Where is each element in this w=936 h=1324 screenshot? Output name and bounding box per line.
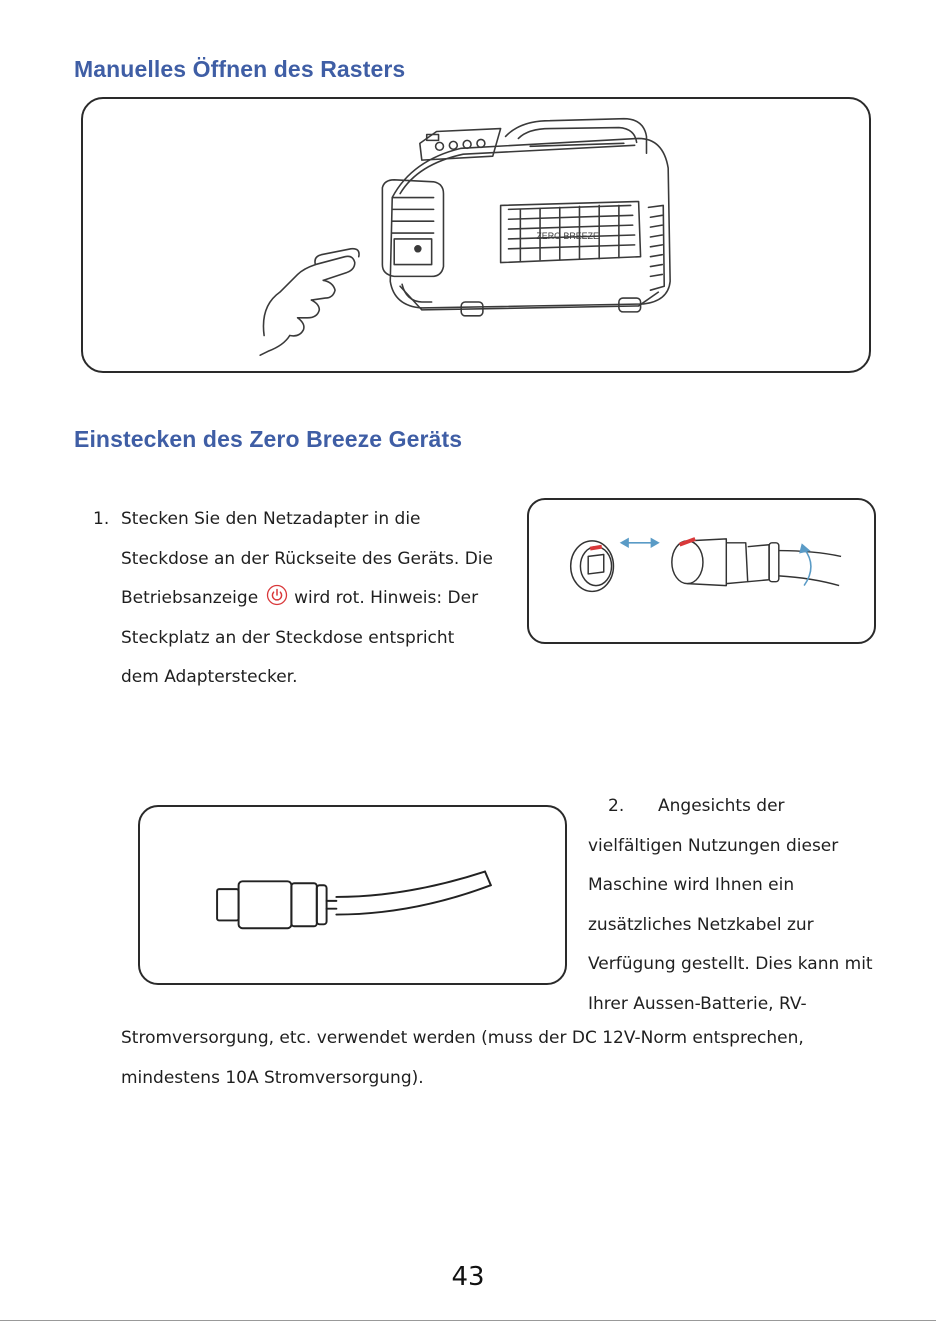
step-2-line-4: zusätzliches Netzkabel zur	[588, 914, 814, 935]
figure-brand-label: ZERO BREEZE	[536, 230, 599, 241]
step-1-text	[93, 500, 513, 698]
figure-open-grid	[81, 97, 871, 373]
dc-cable-illustration	[140, 807, 565, 983]
step-1-line-1: Stecken Sie den Netzadapter in die	[121, 509, 421, 529]
step-1-number: 1.	[93, 509, 110, 529]
step-2-line-1-text: Angesichts der	[658, 796, 785, 816]
step-2-number: 2.	[608, 796, 625, 816]
step-1-line-3b: wird rot. Hinweis: Der	[294, 588, 479, 608]
step-2-tail-line-1: Stromversorgung, etc. verwendet werden (muss der DC 12V-Norm entsprechen,	[121, 1028, 804, 1048]
step-1-line-3	[93, 579, 513, 619]
step-2-line-2: vielfältigen Nutzungen dieser	[588, 835, 839, 856]
air-conditioner-illustration	[83, 99, 869, 371]
connector-illustration	[529, 500, 874, 642]
step-1-line-3a: Betriebsanzeige	[121, 588, 259, 608]
power-icon	[266, 584, 288, 606]
page-bottom-divider	[0, 1320, 936, 1321]
step-2-tail-line-2: mindestens 10A Stromversorgung).	[121, 1067, 424, 1088]
step-2-line-3: Maschine wird Ihnen ein	[588, 875, 795, 895]
section-title-open-grid: Manuelles Öffnen des Rasters	[74, 56, 406, 82]
step-2-line-1	[588, 787, 888, 827]
step-1-line-5: dem Adapterstecker.	[121, 667, 298, 687]
step-1-line-2: Steckdose an der Rückseite des Geräts. Die	[121, 548, 493, 569]
step-2-line-6: Ihrer Aussen-Batterie, RV-	[588, 993, 807, 1014]
section-title-plug-in: Einstecken des Zero Breeze Geräts	[74, 426, 463, 452]
figure-dc-cable	[138, 805, 567, 985]
figure-plug-connector	[527, 498, 876, 644]
step-2-text	[588, 787, 888, 1024]
step-2-continuation	[121, 1019, 881, 1098]
step-2-line-5: Verfügung gestellt. Dies kann mit	[588, 954, 873, 974]
step-1-line-4: Steckplatz an der Steckdose entspricht	[121, 627, 455, 648]
page-number: 43	[451, 1262, 485, 1292]
